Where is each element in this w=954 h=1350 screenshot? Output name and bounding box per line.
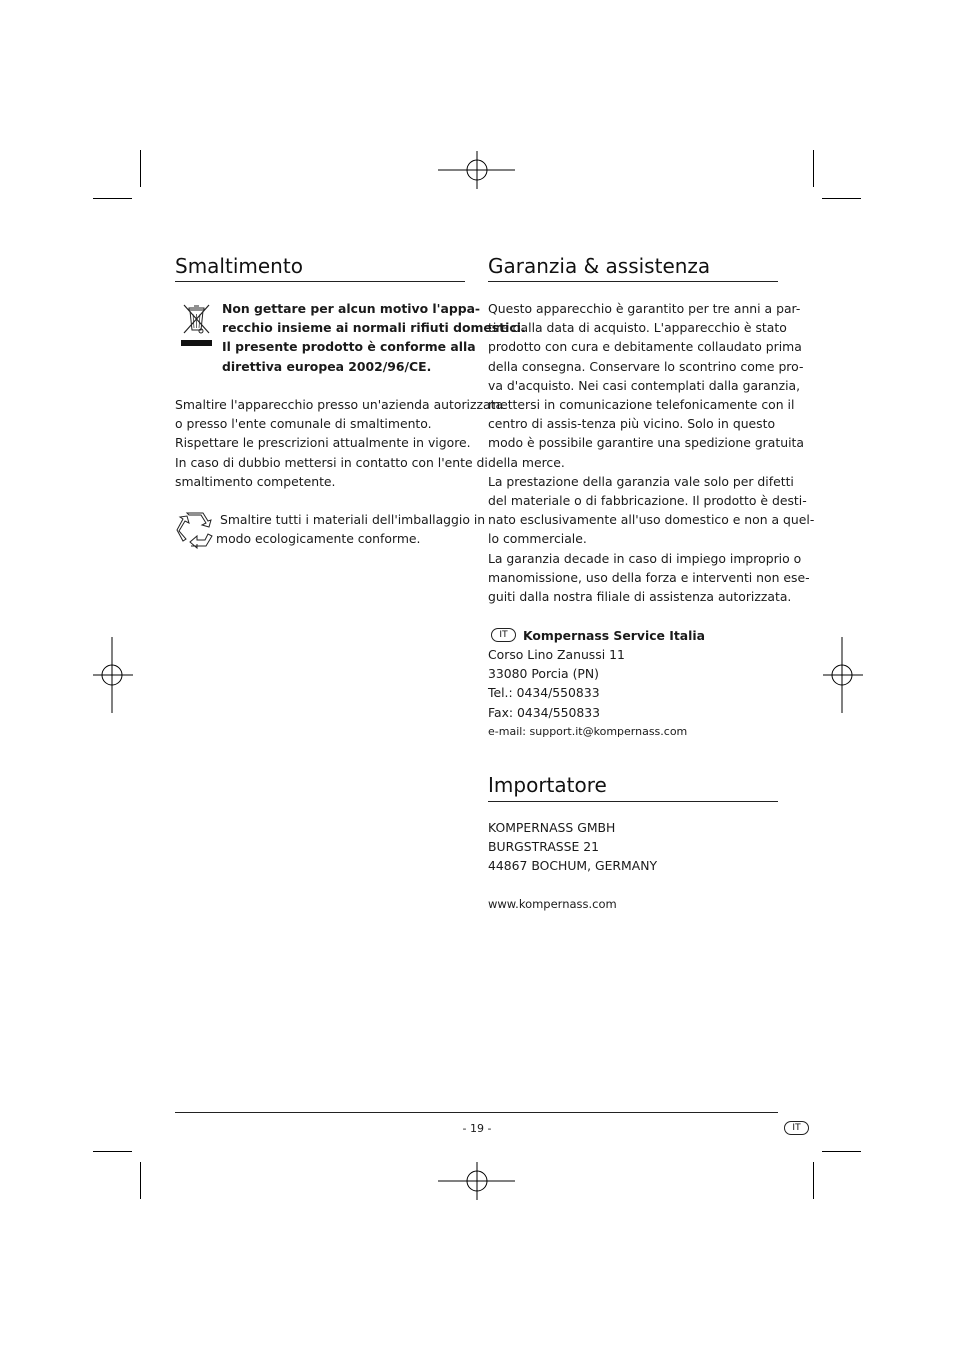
crop-mark bbox=[140, 1162, 141, 1199]
service-center-name: Kompernass Service Italia bbox=[523, 628, 706, 643]
packaging-disposal-text: Smaltire tutti i materiali dell'imballaggio in modo ecologicamente conforme. bbox=[216, 512, 486, 547]
page-number: - 19 - bbox=[462, 1122, 492, 1135]
footer-rule bbox=[175, 1112, 778, 1113]
importer-website[interactable]: www.kompernass.com bbox=[488, 897, 617, 911]
warning-text: Non gettare per alcun motivo l'appa- recchio insieme ai normali rifiuti domestici. Il presente prodotto è conforme alla direttiva europea 2002/96/CE. bbox=[222, 301, 526, 374]
country-badge: IT bbox=[491, 628, 516, 642]
crop-mark bbox=[813, 1162, 814, 1199]
warranty-text: Questo apparecchio è garantito per tre anni a par- tire dalla data di acquisto. L'apparecchio è stato prodotto con cura e debitamente collaudato prima della consegna. Conservare lo scontrino come pro- va d'acquisto. Nei casi contemplati dalla garanzia, mettersi in comunicazione telefonicamente con il centro di assis-tenza più vicino. Solo in questo modo è possibile garantire una spedizione gratuita della merce. La prestazione della garanzia vale solo per difetti del materiale o di fabbricazione. Il prodotto è desti- nato esclusivamente all'uso domestico e non a quel- lo commerciale. La garanzia decade in caso di impiego improprio o manomissione, uso della forza e interventi non ese- guiti dalla nostra filiale di assistenza autorizzata. bbox=[488, 301, 815, 605]
crossed-bin-icon bbox=[180, 302, 213, 348]
section-rule bbox=[175, 281, 465, 282]
registration-mark-icon bbox=[92, 636, 134, 714]
crop-mark bbox=[140, 150, 141, 187]
recycle-icon bbox=[175, 511, 215, 549]
section-title-importatore: Importatore bbox=[488, 773, 607, 797]
crop-mark bbox=[93, 1151, 132, 1152]
registration-mark-icon bbox=[437, 1161, 517, 1201]
importer-address: KOMPERNASS GMBH BURGSTRASSE 21 44867 BOCHUM, GERMANY bbox=[488, 820, 658, 874]
section-rule bbox=[488, 801, 778, 802]
crop-mark bbox=[822, 1151, 861, 1152]
registration-mark-icon bbox=[822, 636, 864, 714]
registration-mark-icon bbox=[437, 150, 517, 190]
crop-mark bbox=[813, 150, 814, 187]
section-title-garanzia: Garanzia & assistenza bbox=[488, 254, 711, 278]
crop-mark bbox=[822, 198, 861, 199]
service-address: Corso Lino Zanussi 11 33080 Porcia (PN) Tel.: 0434/550833 Fax: 0434/550833 bbox=[488, 647, 625, 720]
crop-mark bbox=[93, 198, 132, 199]
service-email[interactable]: e-mail: support.it@kompernass.com bbox=[488, 725, 688, 738]
disposal-instructions: Smaltire l'apparecchio presso un'azienda autorizzata o presso l'ente comunale di smaltimento. Rispettare le prescrizioni attualmente in vigore. In caso di dubbio mettersi in contatto con l'ente di smaltimento competente. bbox=[175, 397, 504, 489]
section-rule bbox=[488, 281, 778, 282]
section-title-smaltimento: Smaltimento bbox=[175, 254, 303, 278]
language-badge: IT bbox=[784, 1121, 809, 1135]
